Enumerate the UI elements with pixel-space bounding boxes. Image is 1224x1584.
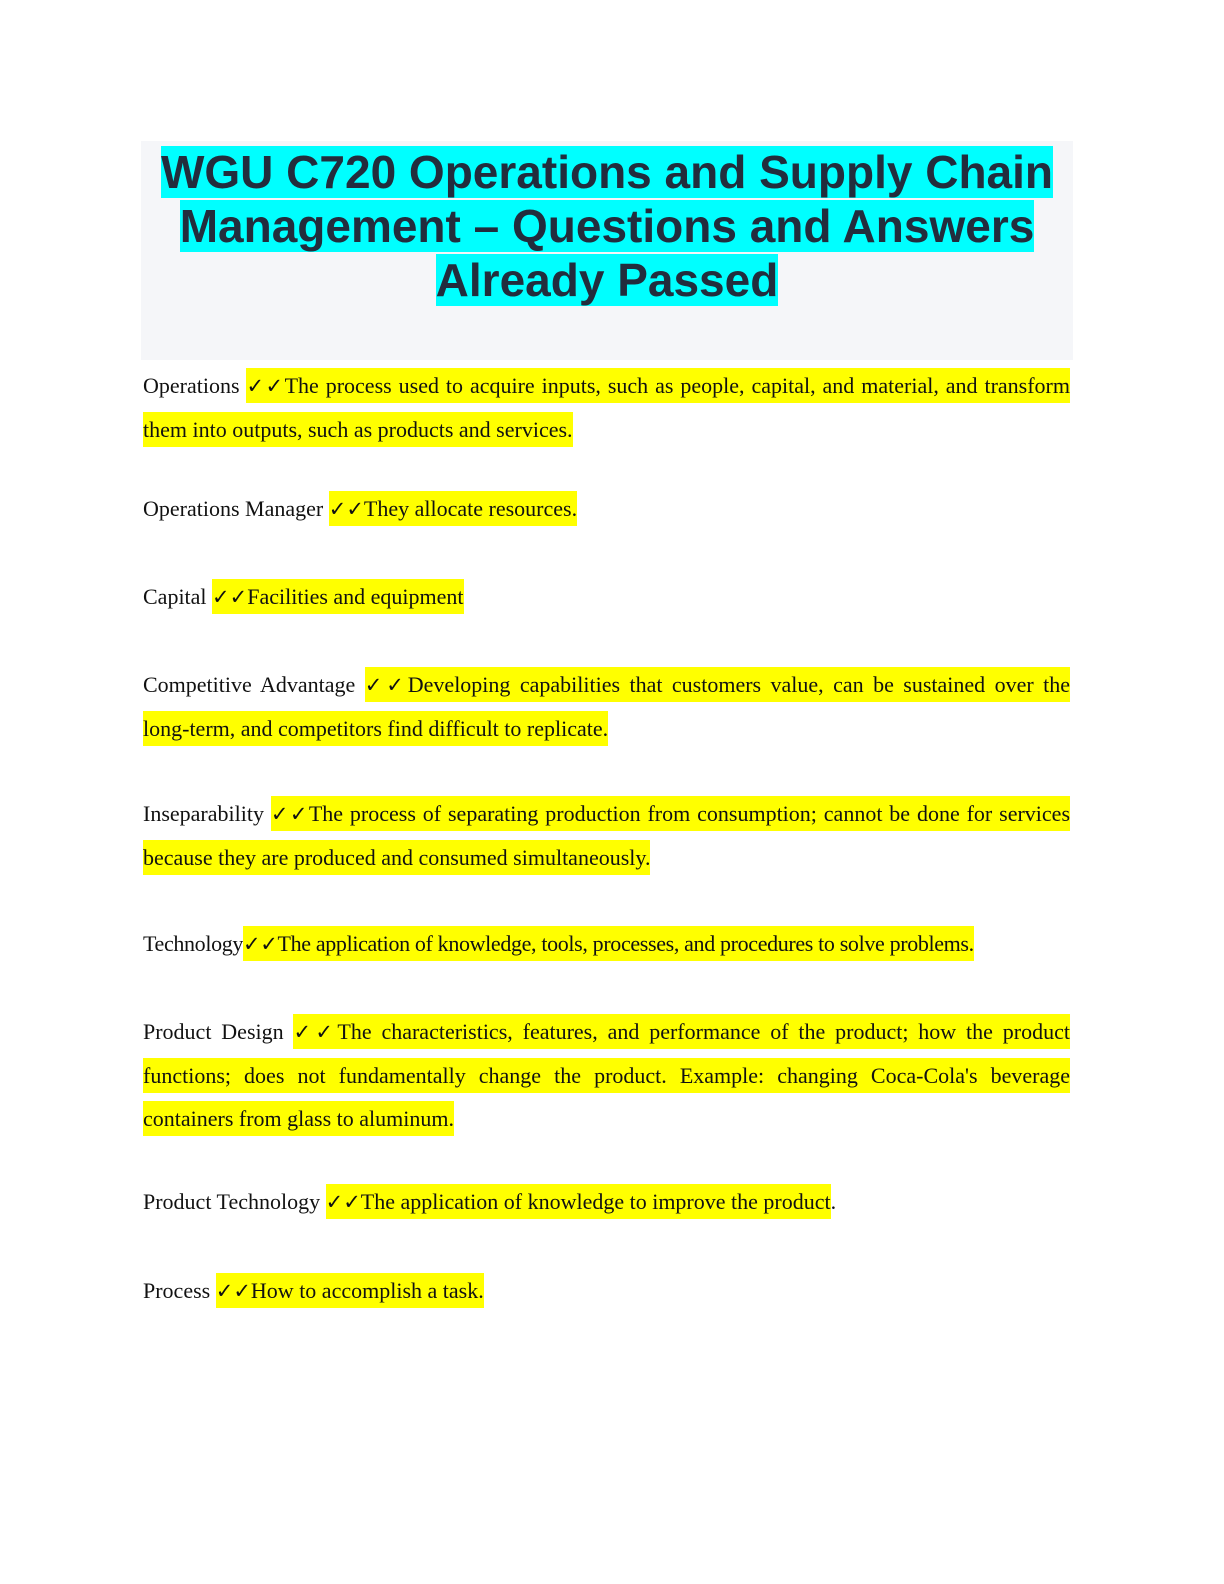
- title-line: WGU C720 Operations and Supply Chain: [160, 146, 1053, 198]
- qa-entry-technology: [143, 929, 1070, 959]
- answer: The application of knowledge to improve the product: [360, 1189, 831, 1214]
- answer-highlight: [216, 1273, 484, 1308]
- term: Competitive Advantage: [143, 672, 356, 697]
- answer: Developing capabilities that customers value, can be sustained over the long-term, and competitors find difficult to replicate.: [143, 672, 1070, 741]
- double-check-icon: ✓✓: [243, 932, 278, 956]
- qa-entry-inseparability: [143, 792, 1070, 880]
- title-box: [141, 141, 1073, 360]
- term: Inseparability: [143, 801, 264, 826]
- double-check-icon: ✓✓: [246, 374, 285, 398]
- qa-entry-capital: [143, 582, 1070, 612]
- answer: The process of separating production from consumption; cannot be done for services because they are produced and consumed simultaneously.: [143, 801, 1070, 870]
- answer: The application of knowledge, tools, processes, and procedures to solve problems.: [277, 931, 974, 956]
- answer-highlight: [143, 368, 1070, 447]
- answer-tail: .: [830, 1189, 837, 1214]
- qa-entry-process: [143, 1276, 1070, 1306]
- answer: How to accomplish a task.: [250, 1278, 484, 1303]
- answer: They allocate resources.: [363, 496, 578, 521]
- double-check-icon: ✓✓: [328, 497, 364, 521]
- answer-highlight: [212, 579, 464, 614]
- qa-entry-operations-manager: [143, 494, 1070, 524]
- double-check-icon: ✓✓: [325, 1190, 361, 1214]
- term: Technology: [143, 931, 244, 956]
- qa-entry-operations: [143, 364, 1070, 452]
- term: Operations: [143, 373, 240, 398]
- answer-highlight: [326, 1184, 831, 1219]
- answer: The characteristics, features, and performance of the product; how the product functions; does not fundamentally change the product. Example: changing Coca-Cola's beverage containers from glass to aluminum.: [143, 1019, 1070, 1131]
- answer-highlight: [329, 491, 577, 526]
- title-line: Management – Questions and Answers: [179, 200, 1035, 252]
- term: Product Technology: [143, 1189, 321, 1214]
- answer: The process used to acquire inputs, such as people, capital, and material, and transform them into outputs, such as products and services.: [143, 373, 1070, 442]
- double-check-icon: ✓✓: [364, 673, 408, 697]
- answer-highlight: [243, 926, 974, 961]
- document-title: [141, 141, 1073, 307]
- answer-highlight: [143, 796, 1070, 875]
- qa-entry-product-design: [143, 1010, 1070, 1140]
- term: Capital: [143, 584, 207, 609]
- answer: Facilities and equipment: [247, 584, 464, 609]
- double-check-icon: ✓✓: [293, 1020, 338, 1044]
- qa-entry-product-technology: [143, 1187, 1070, 1217]
- term: Process: [143, 1278, 211, 1303]
- qa-entry-competitive-advantage: [143, 663, 1070, 751]
- double-check-icon: ✓✓: [212, 585, 248, 609]
- term: Operations Manager: [143, 496, 324, 521]
- term: Product Design: [143, 1019, 284, 1044]
- double-check-icon: ✓✓: [215, 1279, 251, 1303]
- double-check-icon: ✓✓: [270, 802, 309, 826]
- title-line: Already Passed: [435, 254, 779, 306]
